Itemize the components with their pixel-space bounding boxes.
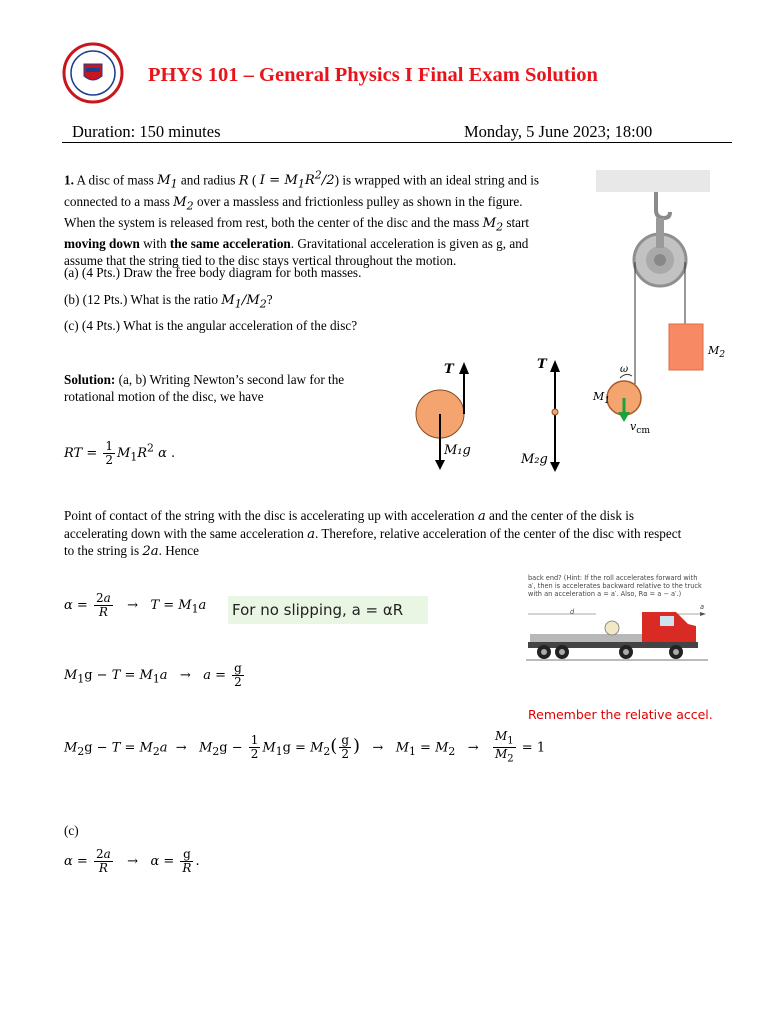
label-m1: $M_1$ — [593, 390, 611, 407]
header-divider — [62, 142, 732, 143]
pulley-figure — [590, 166, 730, 446]
contact-explanation: Point of contact of the string with the disc is accelerating up with acceleration a and the center of the disk is accelerating down with the same acceleration a. Therefore, relative acceleration of the center of the disc with respect to the string is 2a. Hence — [64, 508, 682, 560]
fbd-disc-weight: M₁g — [444, 443, 471, 458]
equation-disc-force: $M_1g - T = M_1a \to a$ = $\frac{g}{2}$ — [64, 661, 242, 689]
equation-alpha-tension: α = $\frac{2a}{R}$ → $T = M_1a$ — [64, 591, 207, 619]
university-logo — [62, 42, 124, 104]
solution-part-c-label: (c) — [64, 823, 79, 838]
solution-intro: Solution: (a, b) Writing Newton’s second law for the rotational motion of the disc, we have — [64, 372, 345, 404]
label-m2: $M_2$ — [708, 344, 726, 361]
part-a: (a) (4 Pts.) Draw the free body diagram for both masses. — [64, 265, 362, 280]
page-title: PHYS 101 – General Physics I Final Exam Solution — [148, 64, 598, 86]
problem-number: 1. — [64, 172, 74, 188]
fbd-disc-tension: T — [444, 362, 454, 377]
fbd-block-tension: T — [537, 357, 547, 372]
truck-hint-text: back end? (Hint: If the roll accelerates forward with a′, then is accelerates backward relative to the truck with an acceleration a = a′. Also, Rα = a − a′.) — [528, 574, 702, 599]
equation-mass-ratio: $M_2g - T = M_2a \to M_2g$ − $\frac{1}{2}$ $M_1g = M_2$( $\frac{g}{2}$ ) → $M_1 = M_2$ → $\frac{M_1}{M_2}$ = 1 — [64, 729, 546, 765]
truck-label-a: a — [700, 603, 705, 611]
relative-accel-note: Remember the relative accel. — [528, 707, 713, 722]
exam-date: Monday, 5 June 2023; 18:00 — [464, 122, 653, 141]
problem-statement: 1. A disc of mass $M_1$ and radius R ( $I = M_1R^2/2$) is wrapped with an ideal string and is connected to a mass $M_2$ over a massless and frictionless pulley as shown in the figure. When the system is released from rest, both the center of the disc and the mass $M_2$ start moving down with the same acceleration. Gravitational acceleration is given as g, and assume that the string tied to the disc stays vertical throughout the motion. — [64, 169, 540, 268]
exam-duration: Duration: 150 minutes — [72, 122, 221, 141]
fbd-block-weight: M₂g — [521, 452, 548, 467]
label-omega: ω — [620, 364, 629, 375]
part-b: (b) (12 Pts.) What is the ratio $M_1/M_2$? — [64, 292, 273, 311]
no-slipping-note: For no slipping, a = αR — [228, 596, 428, 624]
truck-label-d: d — [570, 608, 575, 616]
part-c: (c) (4 Pts.) What is the angular acceleration of the disc? — [64, 318, 358, 333]
equation-torque: RT = $\frac{1}{2}$ $M_1R^2$ α . — [64, 439, 176, 467]
equation-angular-acceleration: α = $\frac{2a}{R}$ → α = $\frac{g}{R}$ . — [64, 847, 200, 875]
label-vcm: $v_{cm}$ — [630, 420, 651, 437]
truck-figure — [526, 600, 708, 670]
